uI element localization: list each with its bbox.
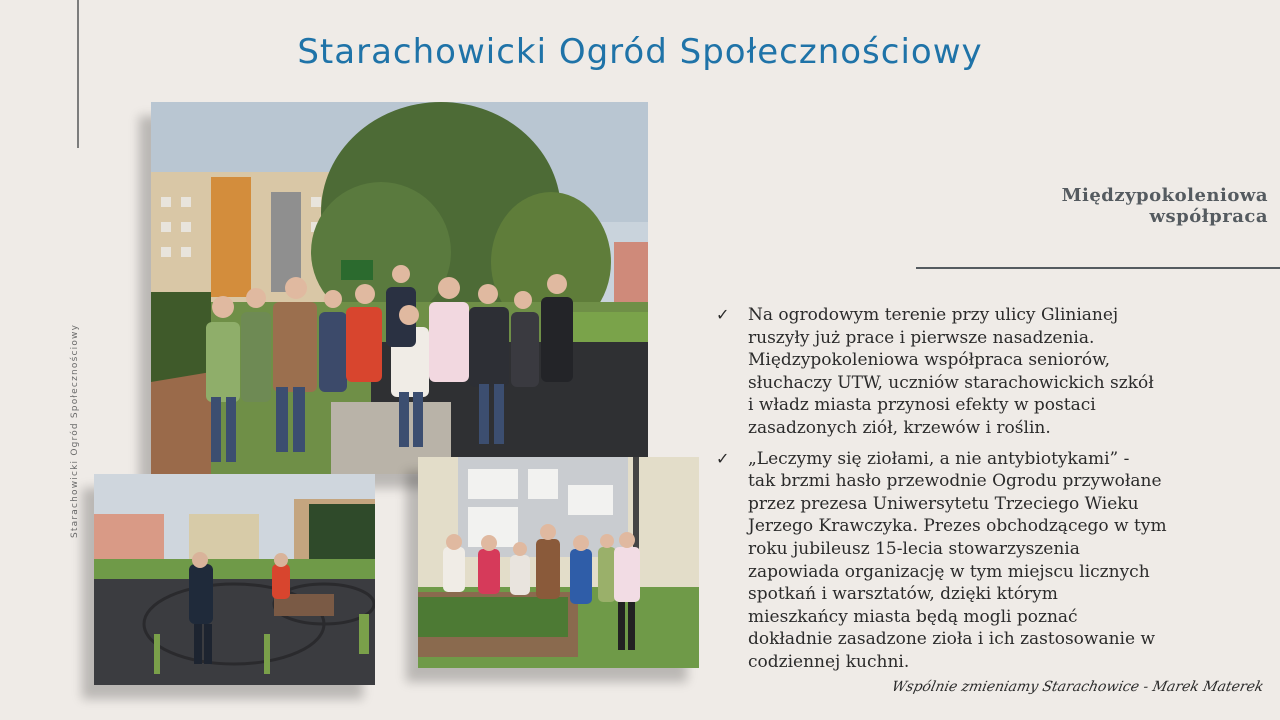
bullet-line: zapowiada organizację w tym miejscu licznych: [748, 561, 1150, 582]
signature: Wspólnie zmieniamy Starachowice - Marek Materek: [890, 679, 1266, 695]
bullet-line: Międzypokoleniowa współpraca seniorów,: [748, 350, 1111, 371]
bullet-line: dokładnie zasadzone zioła i ich zastosowanie w: [748, 629, 1155, 650]
check-icon: ✓: [716, 448, 730, 468]
bullet-line: mieszkańcy miasta będą mogli poznać: [748, 606, 1078, 627]
subtitle-divider: [916, 267, 1280, 269]
bullet-line: codziennej kuchni.: [748, 651, 910, 672]
subtitle-line-2: współpraca: [1149, 206, 1268, 227]
planting-photo: [94, 474, 375, 685]
bullet-line: zasadzonych ziół, krzewów i roślin.: [748, 417, 1051, 438]
vertical-divider: [77, 0, 79, 148]
bullet-line: przez prezesa Uniwersytetu Trzeciego Wieku: [748, 493, 1139, 514]
bullet-line: roku jubileusz 15-lecia stowarzyszenia: [748, 538, 1080, 559]
bullet-line: i władz miasta przynosi efekty w postaci: [748, 395, 1096, 416]
subtitle-line-1: Międzypokoleniowa: [1061, 185, 1268, 206]
bullet-line: Jerzego Krawczyka. Prezes obchodzącego w tym: [748, 516, 1167, 537]
section-subtitle: [1062, 185, 1268, 227]
garden-bed-photo: [418, 457, 699, 668]
bullet-line: słuchaczy UTW, uczniów starachowickich szkół: [748, 372, 1154, 393]
side-label: Starachowicki Ogród Społecznościowy: [70, 323, 80, 538]
bullet-line: „Leczymy się ziołami, a nie antybiotykami” -: [748, 448, 1130, 469]
group-photo: [151, 102, 648, 474]
check-icon: ✓: [716, 305, 730, 324]
bullet-item: [716, 304, 1236, 440]
bullet-list: [716, 304, 1236, 682]
bullet-line: ruszyły już prace i pierwsze nasadzenia.: [748, 327, 1095, 348]
bullet-line: tak brzmi hasło przewodnie Ogrodu przywołane: [748, 471, 1162, 492]
bullet-line: Na ogrodowym terenie przy ulicy Glinianej: [748, 305, 1119, 325]
bullet-item: [716, 448, 1236, 674]
slide-title: Starachowicki Ogród Społecznościowy: [297, 32, 983, 72]
bullet-line: spotkań i warsztatów, dzięki którym: [748, 584, 1058, 605]
